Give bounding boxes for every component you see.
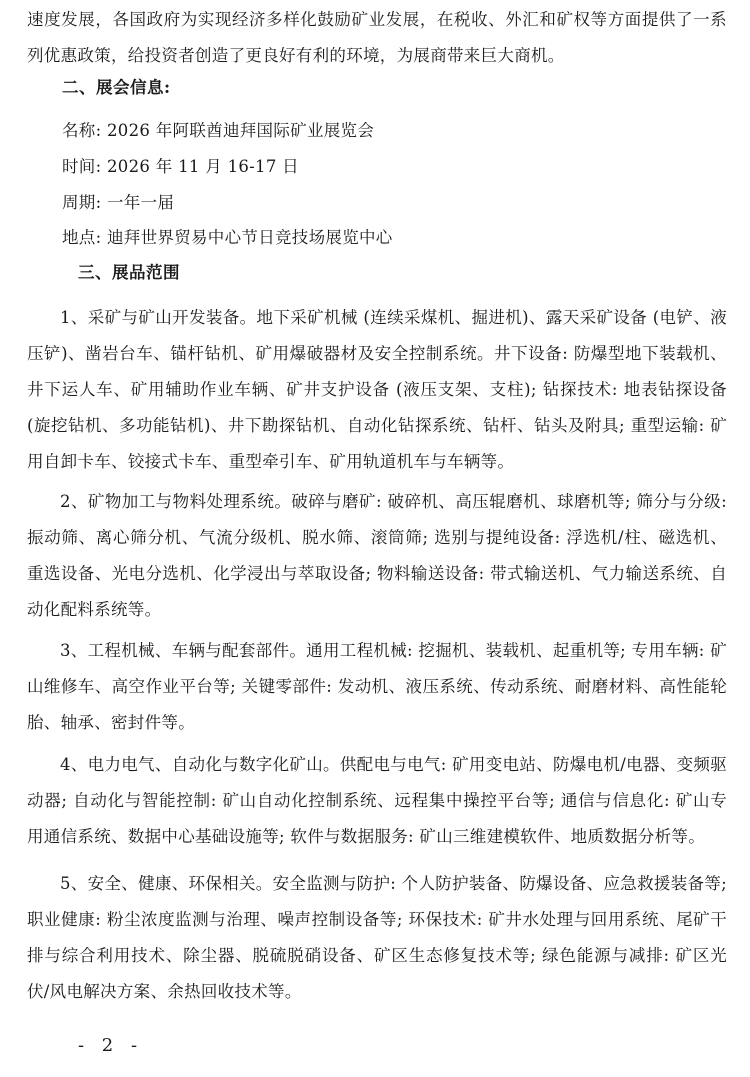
section-heading-exhibition-info: 二、展会信息: — [62, 78, 171, 97]
scope-item-mining-equipment: 1、采矿与矿山开发装备。地下采矿机械 (连续采煤机、掘进机)、露天采矿设备 (电铲、液压铲)、凿岩台车、锚杆钻机、矿用爆破器材及安全控制系统。井下设备: 防爆型地下装载机、井下运人车、矿用辅助作业车辆、矿井支护设备 (液压支架、支柱); 钻探技术: 地表钻探设备 (旋挖钻机、多功能钻机)、井下勘探钻机、自动化钻探系统、钻杆、钻头及附具; 重型运输: 矿用自卸卡车、铰接式卡车、重型牵引车、矿用轨道机车与车辆等。 — [27, 308, 727, 471]
intro-paragraph-tail: 速度发展，各国政府为实现经济多样化鼓励矿业发展，在税收、外汇和矿权等方面提供了一系列优惠政策，给投资者创造了更良好有利的环境，为展商带来巨大商机。 — [27, 10, 727, 65]
section-heading-exhibit-scope: 三、展品范围 — [78, 263, 180, 282]
page-number: - 2 - — [78, 1035, 144, 1056]
info-time: 时间: 2026 年 11 月 16-17 日 — [62, 157, 299, 176]
scope-item-electrical-automation: 4、电力电气、自动化与数字化矿山。供配电与电气: 矿用变电站、防爆电机/电器、变频驱动器; 自动化与智能控制: 矿山自动化控制系统、远程集中操控平台等; 通信与信息化: 矿山专用通信系统、数据中心基础设施等; 软件与数据服务: 矿山三维建模软件、地质数据分析等。 — [27, 755, 727, 846]
scope-item-safety-health-environment: 5、安全、健康、环保相关。安全监测与防护: 个人防护装备、防爆设备、应急救援装备等; 职业健康: 粉尘浓度监测与治理、噪声控制设备等; 环保技术: 矿井水处理与回用系统、尾矿干排与综合利用技术、除尘器、脱硫脱硝设备、矿区生态修复技术等; 绿色能源与减排: 矿区光伏/风电解决方案、余热回收技术等。 — [27, 874, 727, 1001]
info-venue: 地点: 迪拜世界贸易中心节日竞技场展览中心 — [62, 228, 393, 247]
scope-item-engineering-machinery: 3、工程机械、车辆与配套部件。通用工程机械: 挖掘机、装载机、起重机等; 专用车辆: 矿山维修车、高空作业平台等; 关键零部件: 发动机、液压系统、传动系统、耐磨材料、高性能轮胎、轴承、密封件等。 — [27, 641, 727, 732]
info-name: 名称: 2026 年阿联酋迪拜国际矿业展览会 — [62, 121, 375, 140]
info-cycle: 周期: 一年一届 — [62, 193, 175, 212]
scope-item-mineral-processing: 2、矿物加工与物料处理系统。破碎与磨矿: 破碎机、高压辊磨机、球磨机等; 筛分与分级: 振动筛、离心筛分机、气流分级机、脱水筛、滚筒筛; 选别与提纯设备: 浮选机/柱、磁选机、重选设备、光电分选机、化学浸出与萃取设备; 物料输送设备: 带式输送机、气力输送系统、自动化配料系统等。 — [27, 492, 727, 619]
